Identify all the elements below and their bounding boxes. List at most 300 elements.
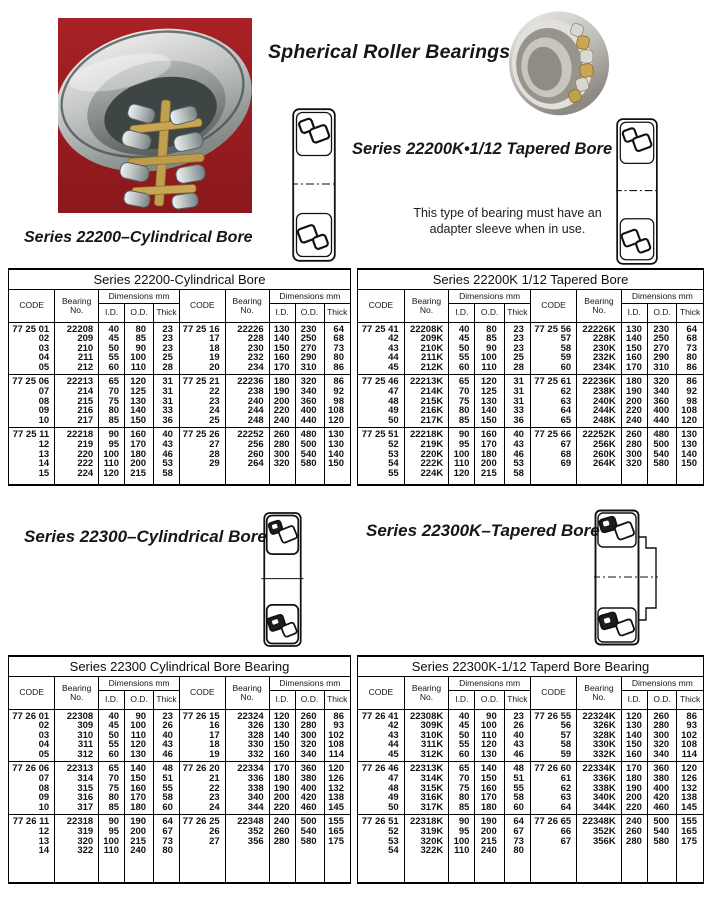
cell: 240 xyxy=(225,397,269,407)
cell: 86 xyxy=(686,710,697,722)
cell: 22348K xyxy=(577,815,622,827)
cell: 59 xyxy=(530,353,576,363)
caption-series-22200k: Series 22200K•1/12 Tapered Bore xyxy=(352,140,613,158)
cell: 256K xyxy=(577,440,622,450)
cell: 217K xyxy=(404,416,449,428)
cell: 180 xyxy=(621,375,647,387)
cell: 27 xyxy=(179,440,225,450)
cell: 234 xyxy=(225,363,269,375)
dimensions-header: Dimensions mm xyxy=(449,677,531,690)
cell: 77 25 16 xyxy=(179,322,225,334)
spec-row xyxy=(358,846,703,858)
cell: 190 xyxy=(125,815,154,827)
cell: 110 xyxy=(475,731,504,741)
spec-row xyxy=(358,344,703,354)
cell: 338 xyxy=(225,784,269,794)
cell: 77 25 01 xyxy=(9,322,55,334)
cell: 77 26 25 xyxy=(179,815,225,827)
spec-row xyxy=(358,469,703,481)
cell: 211 xyxy=(55,353,99,363)
cell: 224K xyxy=(404,469,449,481)
cell: 212 xyxy=(55,363,99,375)
cell: 280 xyxy=(647,721,676,731)
cell: 460 xyxy=(295,803,324,815)
cell: 214K xyxy=(404,387,449,397)
cell: 340 xyxy=(647,750,676,762)
cell: 190 xyxy=(269,387,295,397)
empty-cell xyxy=(358,480,404,484)
cell: 110 xyxy=(99,459,125,469)
cell: 85 xyxy=(99,416,125,428)
cell: 175 xyxy=(681,835,697,847)
cell: 140 xyxy=(475,762,504,774)
cell: 40 xyxy=(154,428,180,440)
cell: 19 xyxy=(179,750,225,762)
cell: 130 xyxy=(328,429,344,441)
spec-row xyxy=(9,837,350,847)
cell: 23 xyxy=(504,322,530,334)
cell: 13 xyxy=(9,837,55,847)
cell: 344K xyxy=(577,803,622,815)
cell: 540 xyxy=(295,450,324,460)
cell: 150 xyxy=(269,344,295,354)
cell: 40 xyxy=(449,709,475,721)
cell xyxy=(577,469,622,481)
empty-cell xyxy=(504,480,530,484)
cell: 59 xyxy=(530,750,576,762)
spec-row xyxy=(358,353,703,363)
spec-row xyxy=(9,416,350,428)
cell: 73 xyxy=(686,342,697,354)
cell: 280 xyxy=(621,837,647,847)
od-header: O.D. xyxy=(475,690,504,709)
cell: 33 xyxy=(154,406,180,416)
row-group xyxy=(9,428,350,480)
cell: 45 xyxy=(449,721,475,731)
cell: 61 xyxy=(530,774,576,784)
cell: 65 xyxy=(99,375,125,387)
cell: 317K xyxy=(404,803,449,815)
empty-cell xyxy=(295,480,324,484)
cell: 219K xyxy=(404,440,449,450)
cell: 480 xyxy=(647,428,676,440)
cell: 312 xyxy=(55,750,99,762)
cell: 85 xyxy=(99,803,125,815)
cell: 77 26 65 xyxy=(530,815,576,827)
cell: 309K xyxy=(404,721,449,731)
row-group xyxy=(9,709,350,762)
code-header: CODE xyxy=(9,290,55,322)
cell: 80 xyxy=(154,846,180,858)
cell: 75 xyxy=(449,784,475,794)
spec-row xyxy=(9,750,350,762)
id-header: I.D. xyxy=(449,690,475,709)
cell: 240 xyxy=(269,815,295,827)
cell: 315K xyxy=(404,784,449,794)
spec-table xyxy=(358,677,703,882)
empty-cell xyxy=(404,858,449,882)
code-header: CODE xyxy=(9,677,55,709)
cell: 80 xyxy=(504,846,530,858)
cell: 319K xyxy=(404,827,449,837)
cell: 244K xyxy=(577,406,622,416)
cell: 260 xyxy=(269,827,295,837)
cell: 224 xyxy=(55,469,99,481)
spec-row xyxy=(358,334,703,344)
cell: 500 xyxy=(295,815,324,827)
cell: 03 xyxy=(9,731,55,741)
cell: 95 xyxy=(99,440,125,450)
cell: 328K xyxy=(577,731,622,741)
cell: 85 xyxy=(449,416,475,428)
cell xyxy=(295,846,324,858)
cell: 43 xyxy=(154,740,180,750)
cell: 244 xyxy=(225,406,269,416)
cell: 280 xyxy=(269,440,295,450)
cell: 580 xyxy=(647,837,676,847)
table-title: Series 22300 Cylindrical Bore Bearing xyxy=(9,657,350,677)
cell: 22226 xyxy=(225,322,269,334)
cell: 102 xyxy=(328,729,344,741)
cell: 140 xyxy=(125,762,154,774)
cell: 540 xyxy=(295,827,324,837)
caption-series-22300k: Series 22300K–Tapered Bore xyxy=(366,521,600,540)
empty-cell xyxy=(577,858,622,882)
cell: 180 xyxy=(621,774,647,784)
cell: 08 xyxy=(9,784,55,794)
dimensions-header: Dimensions mm xyxy=(99,677,180,690)
cell: 77 26 60 xyxy=(530,762,576,774)
cell: 52 xyxy=(358,440,404,450)
cell: 212K xyxy=(404,363,449,375)
spec-row xyxy=(358,740,703,750)
cell: 260 xyxy=(647,709,676,721)
spec-row xyxy=(358,322,703,334)
cell: 48 xyxy=(358,784,404,794)
cell: 63 xyxy=(530,793,576,803)
cell: 580 xyxy=(295,459,324,469)
cell: 12 xyxy=(9,440,55,450)
cell xyxy=(225,469,269,481)
cell: 70 xyxy=(99,774,125,784)
spec-row xyxy=(9,721,350,731)
cell: 130 xyxy=(681,429,697,441)
cell: 22208 xyxy=(55,322,99,334)
cell: 160 xyxy=(125,784,154,794)
cell xyxy=(295,469,324,481)
cell: 75 xyxy=(99,397,125,407)
cell: 500 xyxy=(647,815,676,827)
cell: 52 xyxy=(358,827,404,837)
cell: 316K xyxy=(404,793,449,803)
cell: 28 xyxy=(504,363,530,375)
cell: 57 xyxy=(530,334,576,344)
spec-row xyxy=(9,387,350,397)
cell: 22313 xyxy=(55,762,99,774)
spec-row xyxy=(9,363,350,375)
cell: 210 xyxy=(55,344,99,354)
cell: 27 xyxy=(179,837,225,847)
cell: 175 xyxy=(328,835,344,847)
cell: 77 26 01 xyxy=(9,709,55,721)
cell: 48 xyxy=(504,762,530,774)
spec-row xyxy=(358,450,703,460)
cell: 29 xyxy=(179,459,225,469)
table-title: Series 22200K 1/12 Tapered Bore xyxy=(358,270,703,290)
cell: 21 xyxy=(179,774,225,784)
cell: 46 xyxy=(504,750,530,762)
cell: 326 xyxy=(225,721,269,731)
cell: 22318K xyxy=(404,815,449,827)
cell: 55 xyxy=(449,740,475,750)
cell xyxy=(530,846,576,858)
cell: 125 xyxy=(125,387,154,397)
cell: 580 xyxy=(647,459,676,469)
cell: 114 xyxy=(681,748,697,760)
spec-row xyxy=(9,428,350,440)
cell: 100 xyxy=(449,450,475,460)
code-header: CODE xyxy=(530,290,576,322)
cell: 22334 xyxy=(225,762,269,774)
spec-row xyxy=(9,803,350,815)
adapter-sleeve-note xyxy=(400,206,615,237)
cell: 12 xyxy=(9,827,55,837)
empty-cell xyxy=(577,480,622,484)
od-header: O.D. xyxy=(475,303,504,322)
cell: 150 xyxy=(125,416,154,428)
cell: 228K xyxy=(577,334,622,344)
cell: 92 xyxy=(333,386,344,398)
cell: 16 xyxy=(179,721,225,731)
cell: 60 xyxy=(530,363,576,375)
cell xyxy=(179,469,225,481)
empty-cell xyxy=(324,858,350,882)
spec-row xyxy=(9,375,350,387)
cell: 31 xyxy=(154,375,180,387)
cell: 100 xyxy=(125,721,154,731)
cell: 64 xyxy=(333,323,344,335)
empty-cell xyxy=(621,480,647,484)
cell: 240K xyxy=(577,397,622,407)
cell: 248K xyxy=(577,416,622,428)
cell: 200 xyxy=(475,827,504,837)
cell: 73 xyxy=(154,837,180,847)
cell: 170 xyxy=(269,762,295,774)
cell: 77 25 51 xyxy=(358,428,404,440)
cell: 05 xyxy=(9,750,55,762)
spec-row xyxy=(9,397,350,407)
cell: 22348 xyxy=(225,815,269,827)
cell: 190 xyxy=(475,815,504,827)
spec-row xyxy=(9,815,350,827)
caption-series-22300: Series 22300–Cylindrical Bore xyxy=(24,527,267,546)
cell: 70 xyxy=(99,387,125,397)
bearing-cross-section-diagram-22300 xyxy=(258,512,307,647)
spec-row xyxy=(358,709,703,721)
empty-cell xyxy=(504,858,530,882)
cell: 126 xyxy=(681,773,697,785)
cell: 80 xyxy=(449,793,475,803)
cell: 50 xyxy=(358,416,404,428)
cell: 77 25 46 xyxy=(358,375,404,387)
cell: 13 xyxy=(9,450,55,460)
cell: 440 xyxy=(295,416,324,428)
cell: 53 xyxy=(358,837,404,847)
code-header: CODE xyxy=(530,677,576,709)
cell: 53 xyxy=(504,459,530,469)
bearing-cross-section-diagram-22200k xyxy=(616,118,658,265)
cell: 160 xyxy=(269,750,295,762)
cell: 100 xyxy=(475,721,504,731)
cell: 85 xyxy=(125,334,154,344)
cell: 22324K xyxy=(577,709,622,721)
cell: 31 xyxy=(504,387,530,397)
empty-cell xyxy=(475,480,504,484)
cell: 400 xyxy=(295,784,324,794)
cell: 320 xyxy=(55,837,99,847)
cell: 25 xyxy=(504,353,530,363)
cell: 200 xyxy=(125,827,154,837)
cell: 320 xyxy=(295,740,324,750)
spec-row xyxy=(9,762,350,774)
cell: 200 xyxy=(621,397,647,407)
cell: 352 xyxy=(225,827,269,837)
cell: 26 xyxy=(179,827,225,837)
bearing-cross-section-diagram-22200 xyxy=(292,108,336,262)
cell: 264K xyxy=(577,459,622,469)
row-group xyxy=(358,762,703,815)
cell: 31 xyxy=(504,397,530,407)
cell: 22318 xyxy=(55,815,99,827)
thick-header: Thick xyxy=(324,690,350,709)
cell: 22252 xyxy=(225,428,269,440)
cell: 130 xyxy=(269,721,295,731)
spec-row xyxy=(358,428,703,440)
cell: 23 xyxy=(154,334,180,344)
cell: 110 xyxy=(125,363,154,375)
bearing-photo-small-image xyxy=(505,8,617,118)
cell: 67 xyxy=(530,440,576,450)
cell: 120 xyxy=(449,469,475,481)
cell: 130 xyxy=(475,750,504,762)
cell: 420 xyxy=(647,793,676,803)
cell: 68 xyxy=(530,450,576,460)
row-group xyxy=(9,762,350,815)
cell: 04 xyxy=(9,740,55,750)
cell: 90 xyxy=(475,709,504,721)
cell: 43 xyxy=(154,440,180,450)
cell: 47 xyxy=(358,774,404,784)
cell: 50 xyxy=(99,344,125,354)
cell: 77 25 26 xyxy=(179,428,225,440)
cell: 60 xyxy=(449,750,475,762)
cell: 540 xyxy=(647,827,676,837)
cell: 336K xyxy=(577,774,622,784)
spec-row xyxy=(358,731,703,741)
code-header: CODE xyxy=(179,290,225,322)
cell: 07 xyxy=(9,387,55,397)
spec-row xyxy=(9,459,350,469)
cell: 43 xyxy=(358,344,404,354)
cell: 336 xyxy=(225,774,269,784)
empty-cell xyxy=(621,858,647,882)
spec-row xyxy=(358,721,703,731)
cell: 64 xyxy=(686,323,697,335)
cell: 216K xyxy=(404,406,449,416)
cell: 42 xyxy=(358,334,404,344)
od-header: O.D. xyxy=(295,303,324,322)
id-header: I.D. xyxy=(99,303,125,322)
cell: 220 xyxy=(269,803,295,815)
cell: 80 xyxy=(475,322,504,334)
cell: 222K xyxy=(404,459,449,469)
cell: 25 xyxy=(179,416,225,428)
cell: 77 26 46 xyxy=(358,762,404,774)
cell: 340 xyxy=(225,793,269,803)
cell: 20 xyxy=(179,363,225,375)
cell: 77 25 11 xyxy=(9,428,55,440)
cell: 22236 xyxy=(225,375,269,387)
cell: 65 xyxy=(449,375,475,387)
cell: 05 xyxy=(9,363,55,375)
cell: 22324 xyxy=(225,709,269,721)
cell: 31 xyxy=(504,375,530,387)
cell: 170 xyxy=(269,363,295,375)
cell: 200 xyxy=(125,459,154,469)
cell: 60 xyxy=(99,750,125,762)
spec-row xyxy=(9,353,350,363)
cell: 54 xyxy=(358,846,404,858)
cell: 440 xyxy=(647,416,676,428)
spec-row xyxy=(358,375,703,387)
cell: 58 xyxy=(154,469,180,481)
cell: 140 xyxy=(681,448,697,460)
cell: 67 xyxy=(504,827,530,837)
dimensions-header: Dimensions mm xyxy=(99,290,180,303)
cell: 31 xyxy=(154,387,180,397)
cell: 130 xyxy=(125,750,154,762)
cell: 110 xyxy=(475,363,504,375)
spec-row xyxy=(9,740,350,750)
spec-row xyxy=(358,406,703,416)
cell: 108 xyxy=(328,405,344,417)
cell: 580 xyxy=(295,837,324,847)
cell: 04 xyxy=(9,353,55,363)
cell: 98 xyxy=(333,395,344,407)
cell: 56 xyxy=(530,721,576,731)
cell: 95 xyxy=(449,827,475,837)
cell: 10 xyxy=(9,803,55,815)
cell: 77 26 20 xyxy=(179,762,225,774)
bearing-no-header: Bearing No. xyxy=(404,290,449,322)
cell: 22252K xyxy=(577,428,622,440)
cell: 132 xyxy=(328,782,344,794)
bearing-photo-small xyxy=(505,8,617,118)
cell: 44 xyxy=(358,353,404,363)
cell: 209K xyxy=(404,334,449,344)
cell: 77 26 06 xyxy=(9,762,55,774)
cell: 140 xyxy=(269,731,295,741)
cell xyxy=(269,469,295,481)
cell: 300 xyxy=(621,450,647,460)
cell: 160 xyxy=(475,784,504,794)
cell: 22334K xyxy=(577,762,622,774)
cell: 150 xyxy=(621,740,647,750)
cell: 02 xyxy=(9,334,55,344)
empty-cell xyxy=(154,858,180,882)
cell: 340 xyxy=(295,750,324,762)
spec-row xyxy=(9,450,350,460)
